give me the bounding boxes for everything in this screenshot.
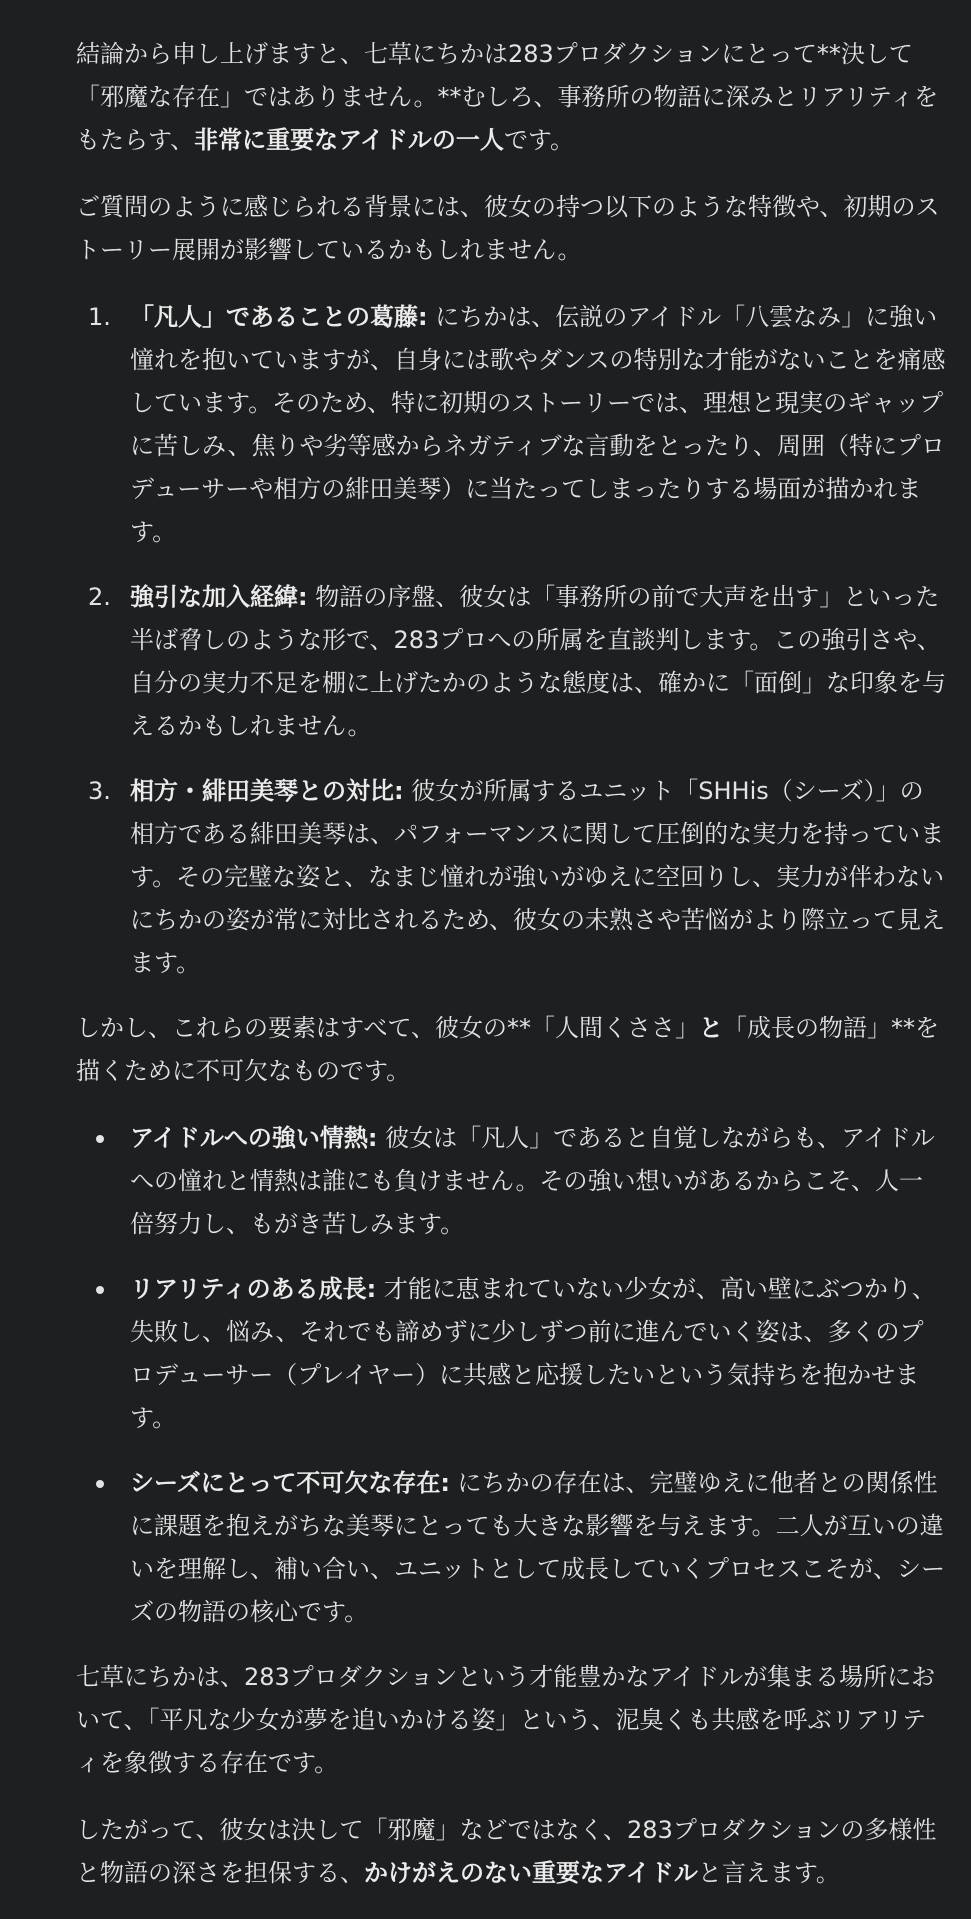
numbered-item [76, 296, 946, 554]
numbered-list [76, 296, 946, 985]
however-text: しかし、これらの要素はすべて、彼女の**「人間くささ」 [76, 1014, 700, 1042]
bullet-list [76, 1117, 946, 1634]
however-text-end: 「成長の物語」**を描くために不可欠なものです。 [76, 1014, 940, 1085]
however-bold: と [699, 1014, 724, 1042]
conclusion-paragraph [76, 1809, 946, 1895]
conclusion-text-end: と言えます。 [697, 1859, 840, 1887]
bullet-body: 彼女は「凡人」であると自覚しながらも、アイドルへの憧れと情熱は誰にも負けません。その強い想いがあるからこそ、人一倍努力し、もがき苦しみます。 [130, 1124, 935, 1238]
intro-text-end: です。 [503, 126, 575, 154]
bullet-item [76, 1268, 946, 1440]
item-title: 「凡人」であることの葛藤: [130, 303, 428, 331]
item-body: 彼女が所属するユニット「SHHis（シーズ）」の相方である緋田美琴は、パフォーマンスに関して圧倒的な実力を持っています。その完璧な姿と、なまじ憧れが強いがゆえに空回りし、実力が伴わないにちかの姿が常に対比されるため、彼女の未熟さや苦悩がより際立って見えます。 [130, 777, 946, 977]
conclusion-bold: かけがえのない重要なアイドル [364, 1859, 698, 1887]
item-number: 3. [88, 777, 111, 805]
bullet-item [76, 1462, 946, 1634]
item-number: 1. [88, 303, 111, 331]
item-number: 2. [88, 583, 111, 611]
item-title: 相方・緋田美琴との対比: [130, 777, 404, 805]
bullet-body: 才能に恵まれていない少女が、高い壁にぶつかり、失敗し、悩み、それでも諦めずに少しずつ前に進んでいく姿は、多くのプロデューサー（プレイヤー）に共感と応援したいという気持ちを抱かせます。 [130, 1275, 936, 1432]
response-content [76, 33, 946, 1919]
item-body: 物語の序盤、彼女は「事務所の前で大声を出す」といった半ば脅しのような形で、283プロへの所属を直談判します。この強引さや、自分の実力不足を棚に上げたかのような態度は、確かに「面倒」な印象を与えるかもしれません。 [130, 583, 946, 740]
bullet-title: アイドルへの強い情熱: [130, 1124, 378, 1152]
background-paragraph: ご質問のように感じられる背景には、彼女の持つ以下のような特徴や、初期のストーリー展開が影響しているかもしれません。 [76, 193, 940, 264]
bullet-title: リアリティのある成長: [130, 1275, 377, 1303]
bullet-dot-icon [96, 1480, 104, 1488]
bullet-item [76, 1117, 946, 1246]
intro-paragraph [76, 33, 946, 162]
item-body: にちかは、伝説のアイドル「八雲なみ」に強い憧れを抱いていますが、自身には歌やダンスの特別な才能がないことを痛感しています。そのため、特に初期のストーリーでは、理想と現実のギャップに苦しみ、焦りや劣等感からネガティブな言動をとったり、周囲（特にプロデューサーや相方の緋田美琴）に当たってしまったりする場面が描かれます。 [130, 303, 946, 546]
bullet-title: シーズにとって不可欠な存在: [130, 1469, 450, 1497]
bullet-dot-icon [96, 1286, 104, 1294]
bullet-body: にちかの存在は、完璧ゆえに他者との関係性に課題を抱えがちな美琴にとっても大きな影響を与えます。二人が互いの違いを理解し、補い合い、ユニットとして成長していくプロセスこそが、シーズの物語の核心です。 [130, 1469, 946, 1626]
bullet-dot-icon [96, 1135, 104, 1143]
intro-text: 結論から申し上げますと、七草にちかは283プロダクションにとって**決して「邪魔な存在」ではありません。**むしろ、事務所の物語に深みとリアリティをもたらす、 [76, 40, 939, 154]
numbered-item [76, 576, 946, 748]
conclusion-text: したがって、彼女は決して「邪魔」などではなく、283プロダクションの多様性と物語の深さを担保する、 [76, 1816, 937, 1887]
item-title: 強引な加入経緯: [130, 583, 308, 611]
however-paragraph [76, 1007, 946, 1093]
numbered-item [76, 770, 946, 985]
summary-paragraph: 七草にちかは、283プロダクションという才能豊かなアイドルが集まる場所において、「平凡な少女が夢を追いかける姿」という、泥臭くも共感を呼ぶリアリティを象徴する存在です。 [76, 1663, 936, 1777]
intro-bold: 非常に重要なアイドルの一人 [194, 126, 504, 154]
